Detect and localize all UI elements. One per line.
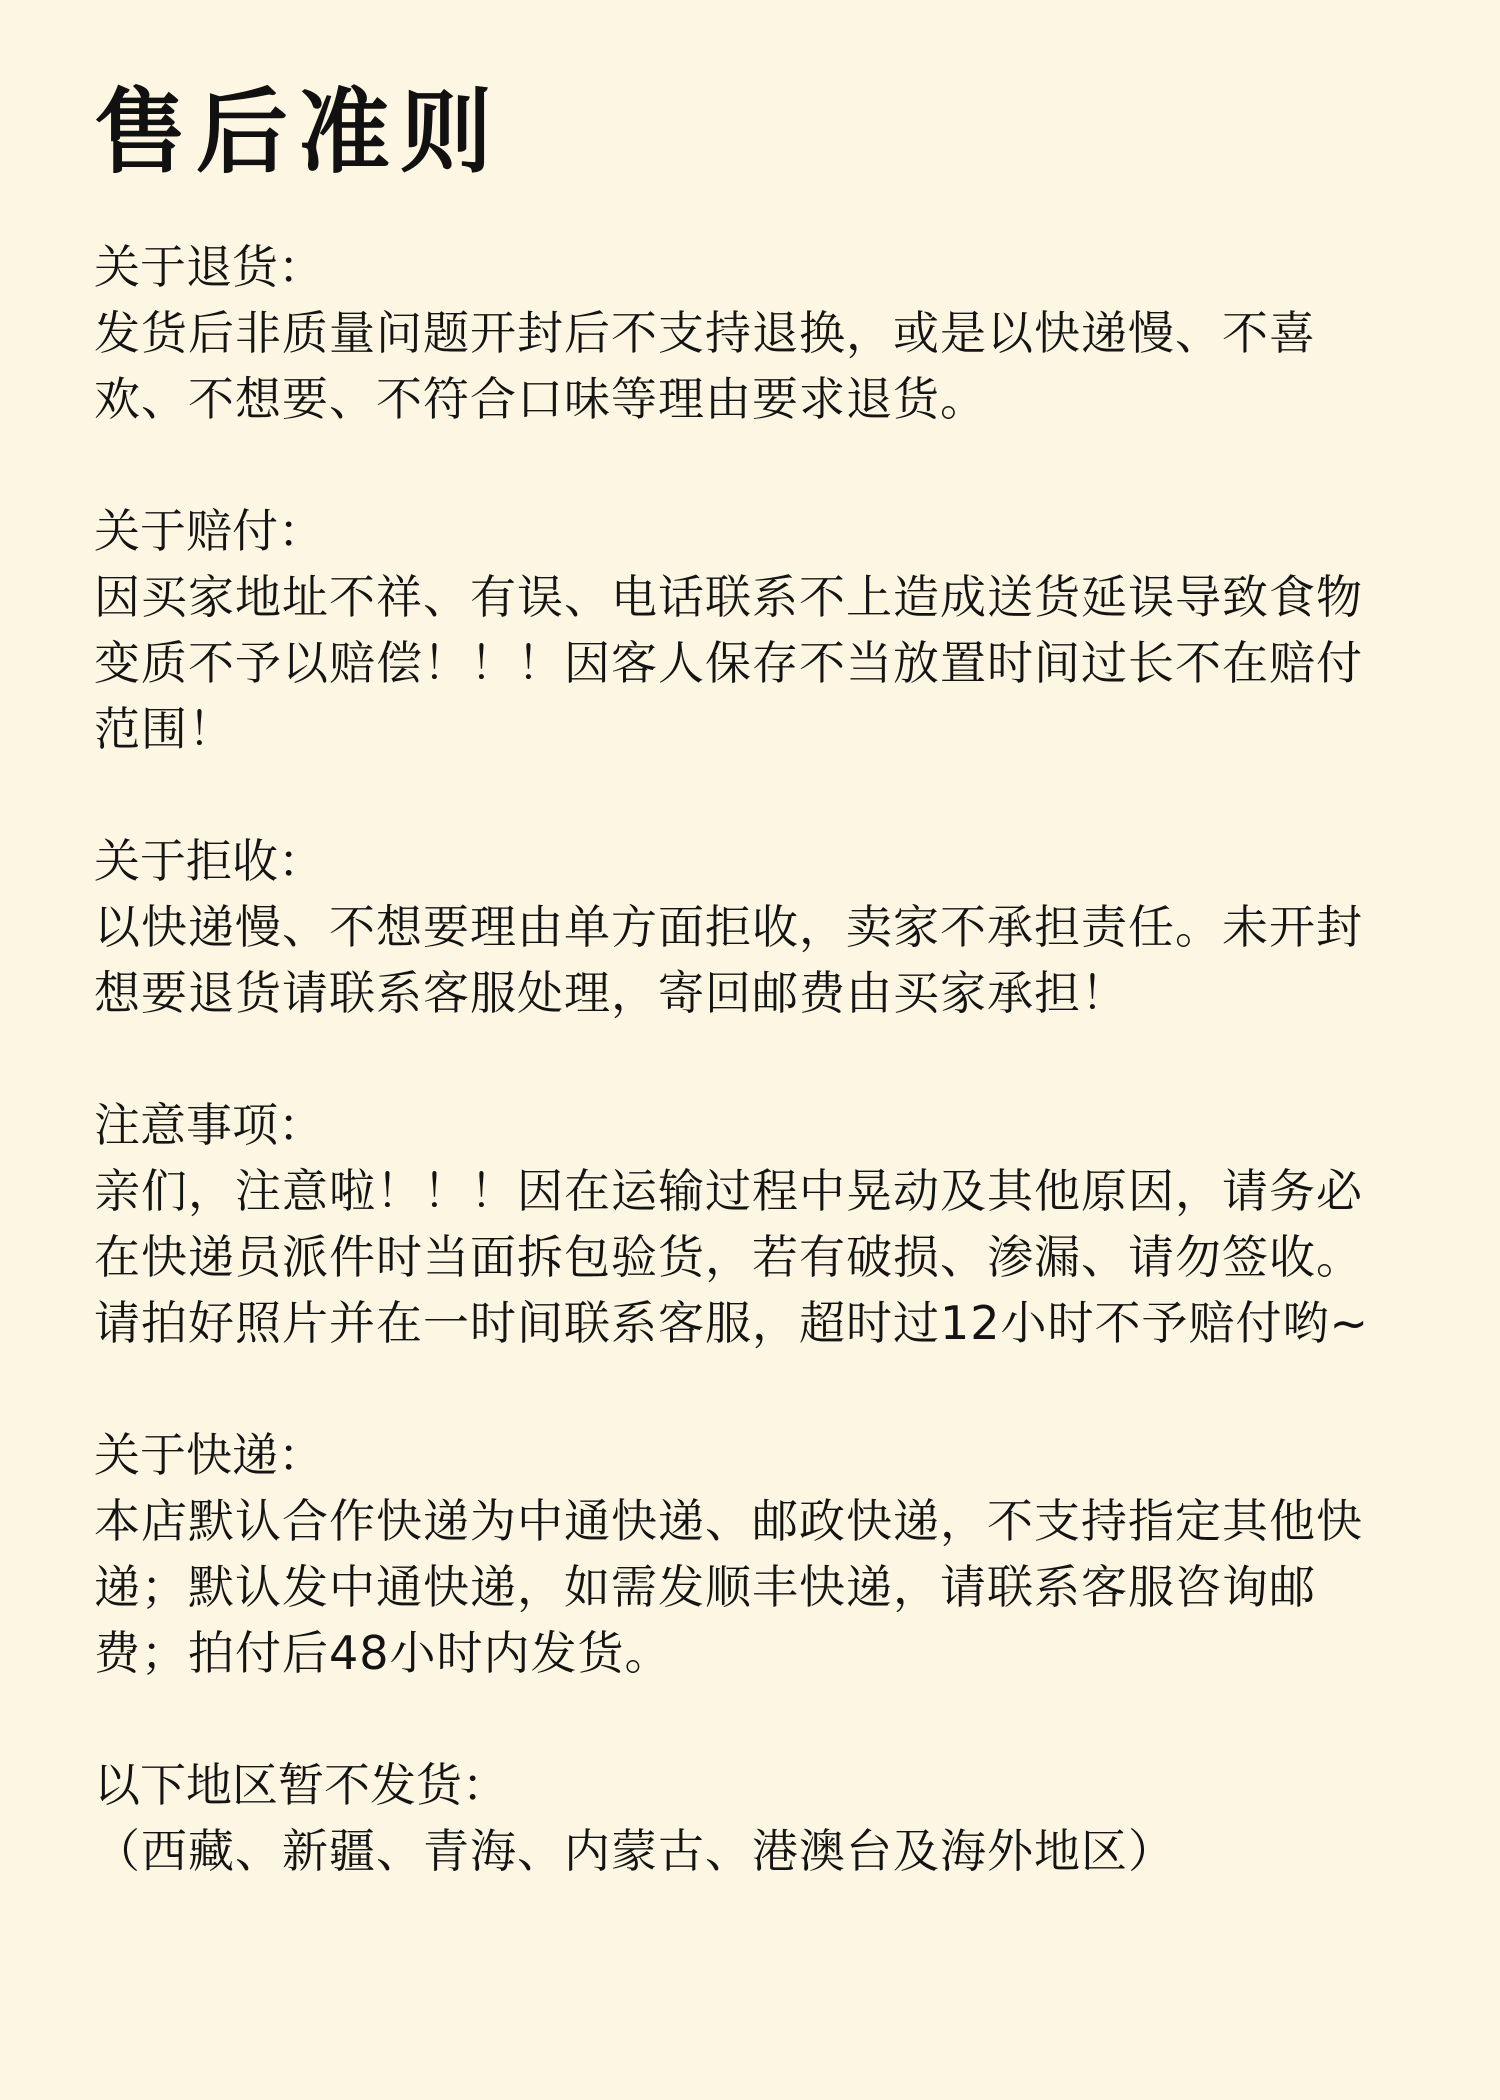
- section-body-courier: 本店默认合作快递为中通快递、邮政快递，不支持指定其他快递；默认发中通快递，如需发顺丰快递，请联系客服咨询邮费；拍付后48小时内发货。: [94, 1494, 1363, 1680]
- section-body-refusal: 以快递慢、不想要理由单方面拒收，卖家不承担责任。未开封想要退货请联系客服处理，寄回邮费由买家承担！: [94, 900, 1363, 1020]
- section-body-returns: 发货后非质量问题开封后不支持退换，或是以快递慢、不喜欢、不想要、不符合口味等理由要求退货。: [94, 306, 1316, 426]
- section-refusal: [94, 828, 1406, 1026]
- section-courier: [94, 1422, 1406, 1686]
- section-heading-refusal: 关于拒收：: [94, 834, 324, 888]
- section-body-excluded-regions: （西藏、新疆、青海、内蒙古、港澳台及海外地区）: [94, 1824, 1175, 1878]
- section-heading-returns: 关于退货：: [94, 240, 324, 294]
- section-heading-notes: 注意事项：: [94, 1098, 324, 1152]
- section-body-notes: 亲们，注意啦！！！因在运输过程中晃动及其他原因，请务必在快递员派件时当面拆包验货，若有破损、渗漏、请勿签收。请拍好照片并在一时间联系客服，超时过12小时不予赔付哟~: [94, 1164, 1370, 1350]
- section-returns: [94, 234, 1406, 432]
- section-heading-compensation: 关于赔付：: [94, 504, 324, 558]
- section-heading-courier: 关于快递：: [94, 1428, 324, 1482]
- page-title: 售后准则: [94, 78, 503, 186]
- section-heading-excluded-regions: 以下地区暂不发货：: [94, 1758, 508, 1812]
- section-compensation: [94, 498, 1406, 762]
- section-excluded-regions: [94, 1752, 1406, 1884]
- section-notes: [94, 1092, 1406, 1356]
- section-body-compensation: 因买家地址不祥、有误、电话联系不上造成送货延误导致食物变质不予以赔偿！！！因客人保存不当放置时间过长不在赔付范围！: [94, 570, 1363, 756]
